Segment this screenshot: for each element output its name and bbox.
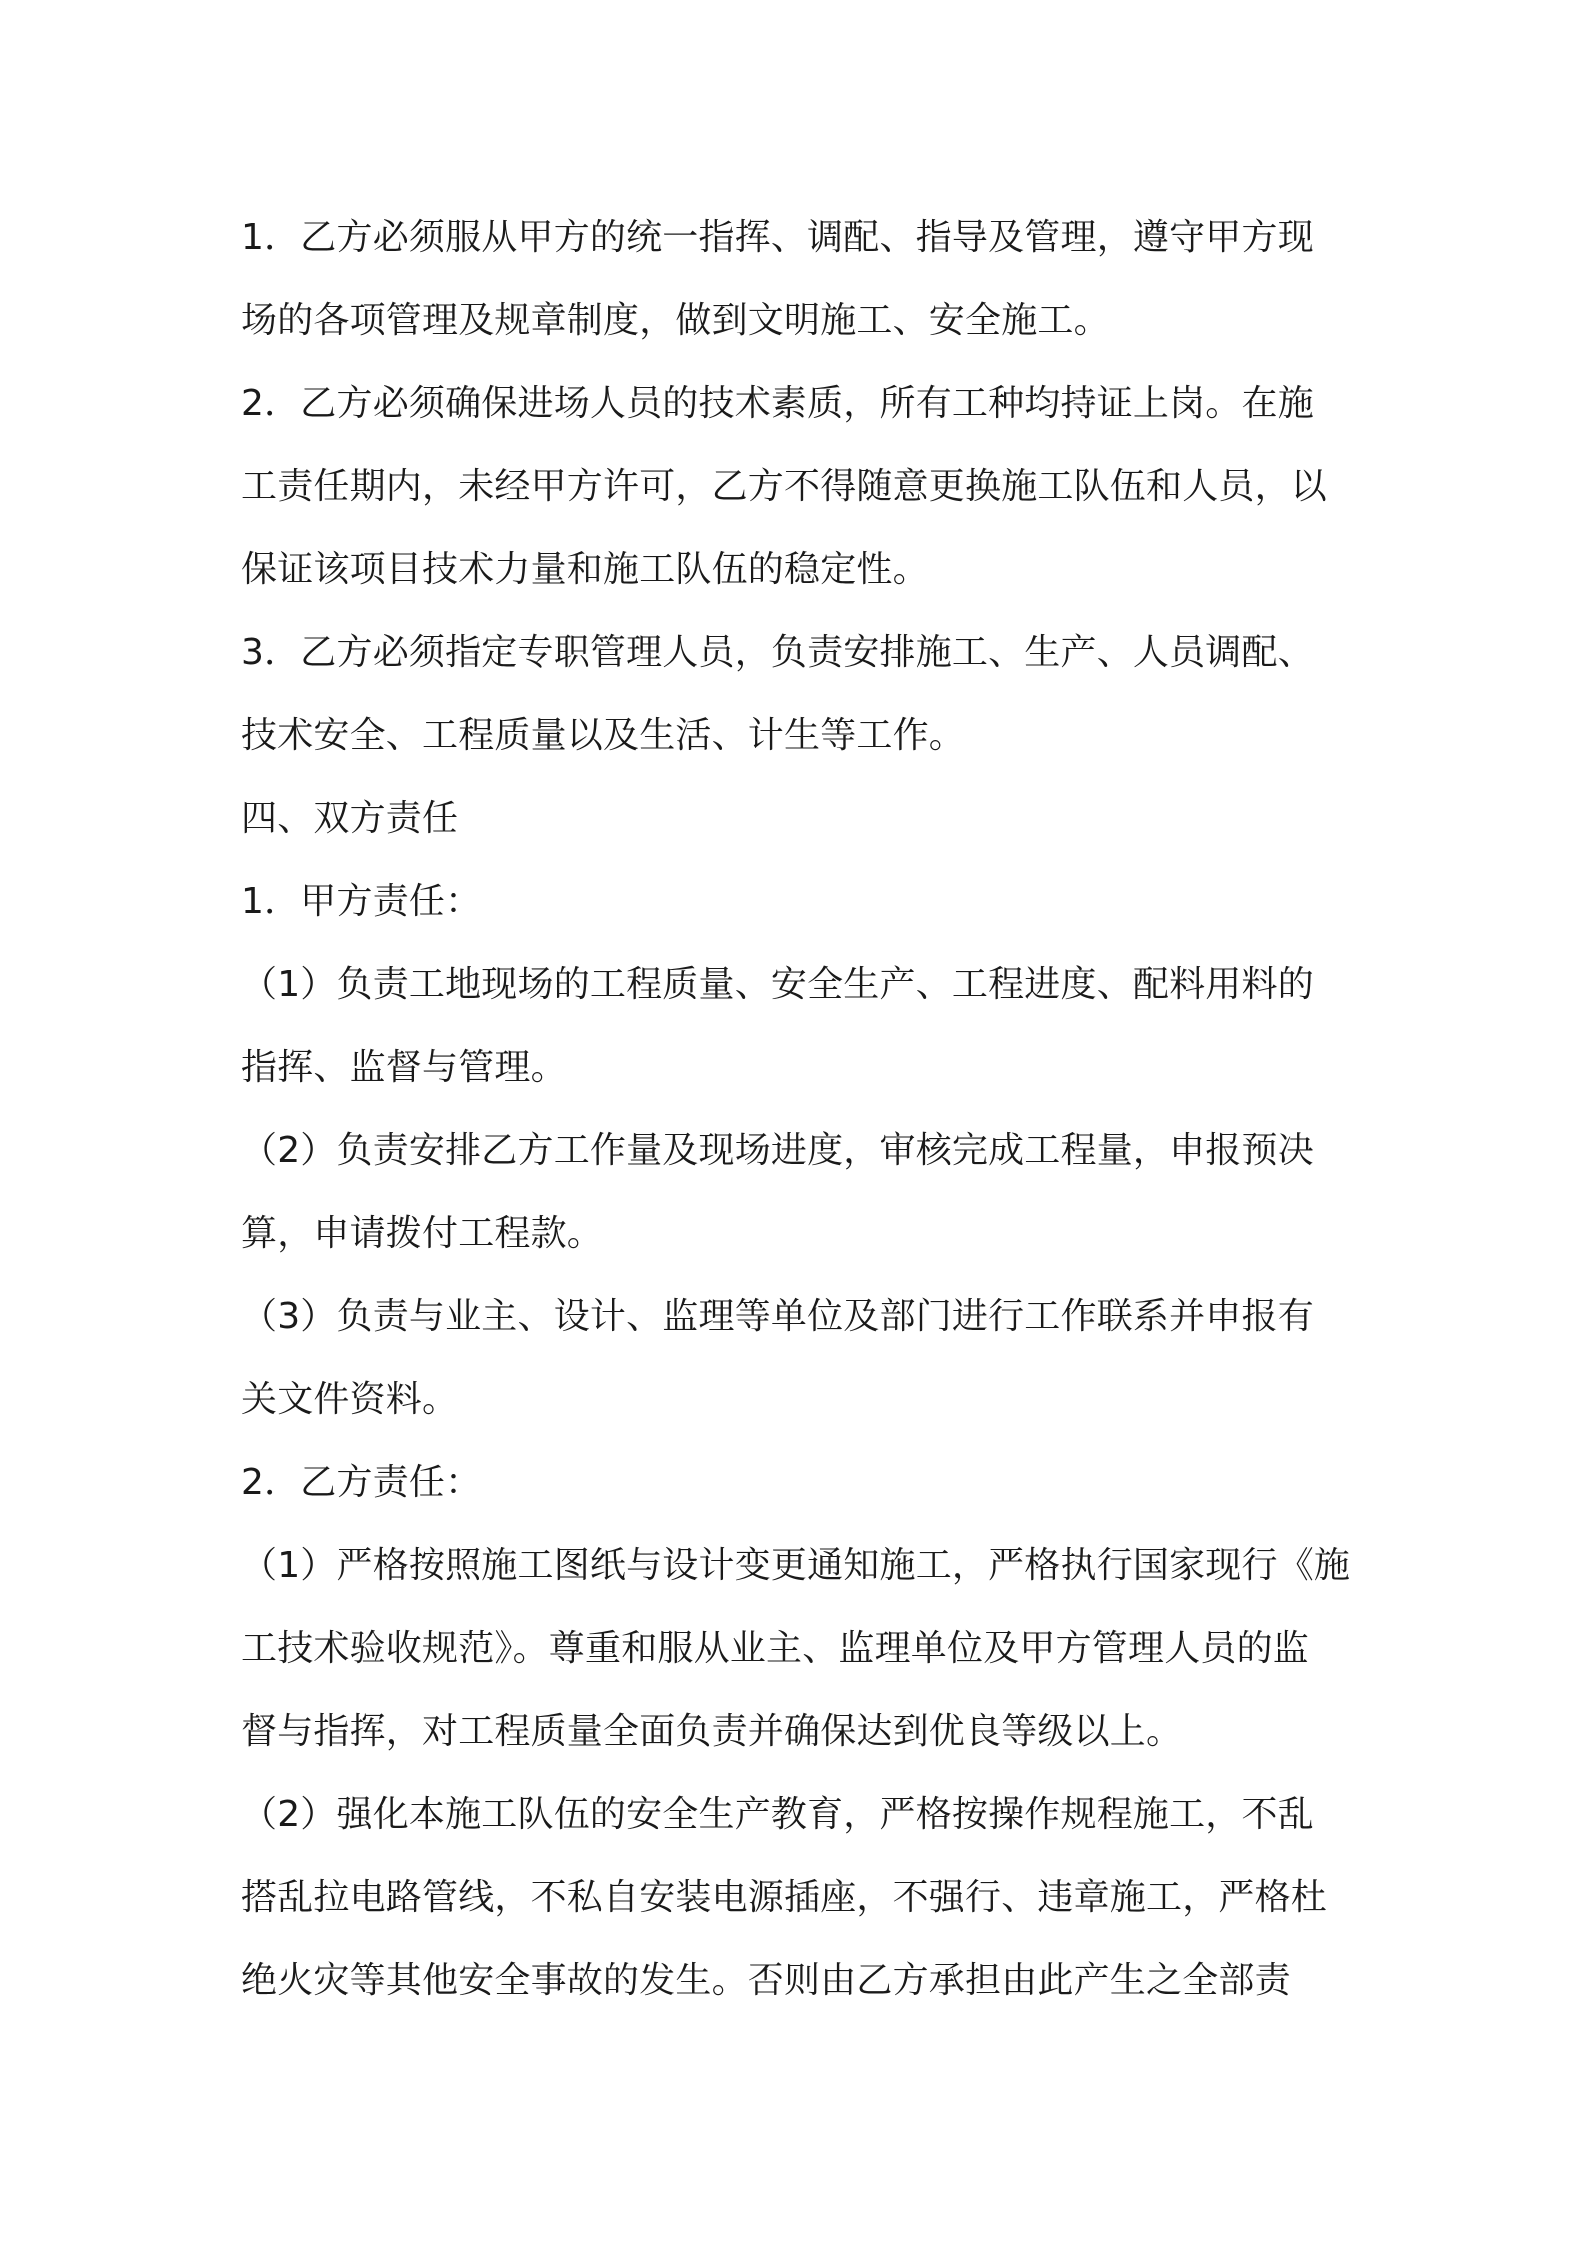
text-line: （3）负责与业主、设计、监理等单位及部门进行工作联系并申报有 bbox=[241, 1296, 1314, 1337]
text-line: （2）强化本施工队伍的安全生产教育，严格按操作规程施工，不乱 bbox=[241, 1794, 1314, 1835]
section-heading: 四、双方责任 bbox=[241, 798, 459, 839]
text-line: 关文件资料。 bbox=[241, 1379, 459, 1420]
text-line: （1）负责工地现场的工程质量、安全生产、工程进度、配料用料的 bbox=[241, 964, 1314, 1005]
text-line: 1．乙方必须服从甲方的统一指挥、调配、指导及管理，遵守甲方现 bbox=[241, 217, 1314, 258]
text-line: 保证该项目技术力量和施工队伍的稳定性。 bbox=[241, 549, 929, 590]
text-line: 工技术验收规范》。尊重和服从业主、监理单位及甲方管理人员的监 bbox=[241, 1628, 1310, 1669]
subsection-heading: 2．乙方责任： bbox=[241, 1462, 482, 1503]
text-line: （1）严格按照施工图纸与设计变更通知施工，严格执行国家现行《施 bbox=[241, 1545, 1351, 1586]
text-line: 技术安全、工程质量以及生活、计生等工作。 bbox=[241, 715, 966, 756]
text-line: 工责任期内，未经甲方许可，乙方不得随意更换施工队伍和人员，以 bbox=[241, 466, 1328, 507]
text-line: 搭乱拉电路管线，不私自安装电源插座，不强行、违章施工，严格杜 bbox=[241, 1877, 1328, 1918]
text-line: 算，申请拨付工程款。 bbox=[241, 1213, 604, 1254]
text-line: 督与指挥，对工程质量全面负责并确保达到优良等级以上。 bbox=[241, 1711, 1183, 1752]
document-body bbox=[241, 196, 1361, 2022]
text-line: 绝火灾等其他安全事故的发生。否则由乙方承担由此产生之全部责 bbox=[241, 1960, 1291, 2001]
text-line: 指挥、监督与管理。 bbox=[241, 1047, 567, 1088]
text-line: 场的各项管理及规章制度，做到文明施工、安全施工。 bbox=[241, 300, 1110, 341]
text-line: 3．乙方必须指定专职管理人员，负责安排施工、生产、人员调配、 bbox=[241, 632, 1314, 673]
text-line: （2）负责安排乙方工作量及现场进度，审核完成工程量，申报预决 bbox=[241, 1130, 1314, 1171]
subsection-heading: 1．甲方责任： bbox=[241, 881, 482, 922]
text-line: 2．乙方必须确保进场人员的技术素质，所有工种均持证上岗。在施 bbox=[241, 383, 1314, 424]
